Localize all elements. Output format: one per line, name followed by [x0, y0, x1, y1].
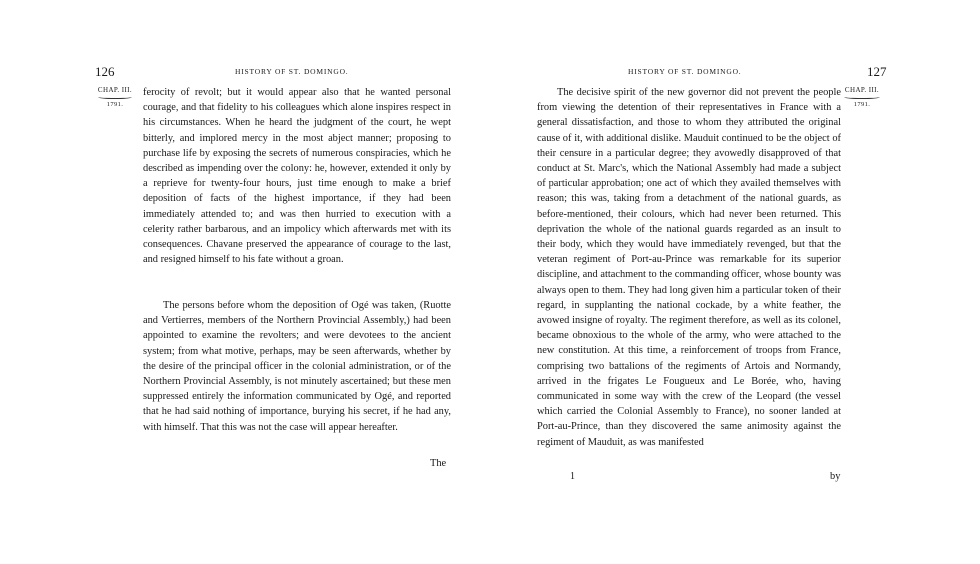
right-page: [490, 0, 980, 564]
right-page-number: 127: [867, 64, 887, 79]
left-running-head: HISTORY OF ST. DOMINGO.: [235, 67, 349, 76]
left-paragraph-2: The persons before whom the deposition of Ogé was taken, (Ruotte and Vertierres, members of the Northern Provincial Assembly,) had been appointed to examine the revolters; and were devotees to the ancient system; from what motive, perhaps, may be seen afterwards, whether by the desire of the principal officer in the colonial administration, or of the Northern Provincial Assembly, is not minutely ascertained; but these men suppressed entirely the information communicated by Ogé, and reported that he had said nothing of importance, burying his secret, if he had any, with himself. That this was not the case will appear hereafter.: [143, 300, 451, 433]
right-catchword: by: [830, 471, 841, 482]
left-catchword: The: [430, 458, 447, 469]
left-margin-brace: [98, 94, 132, 99]
left-margin-note: [96, 86, 134, 108]
right-margin-note: [842, 86, 882, 108]
signature-mark: 1: [570, 471, 575, 482]
left-page-number: 126: [95, 64, 115, 79]
right-margin-year: 1791.: [853, 101, 871, 108]
right-running-head: HISTORY OF ST. DOMINGO.: [628, 67, 742, 76]
right-paragraph-1: The decisive spirit of the new governor did not prevent the people from viewing the detention of their representatives in France with a general dissatisfaction, and those to whom they attributed the original cause of it, with additional dislike. Mauduit continued to be the object of their censure in a particular degree; they avowedly disapproved of that conduct at St. Marc's, which the National Assembly had made a subject of particular approbation; one act of which they availed themselves with reason; this was, taking from a detachment of the national guards, as before-mentioned, their colours, which had never been returned. This deprivation the whole of the national guards regarded as an insult to their body, which they would have immediately revenged, but that the veteran regiment of Port-au-Prince was remarkable for its superior discipline, and attachment to the commanding officer, whose bounty was always open to them. They had long given him a particular token of their regard, in supplanting the national cockade, by a white feather, the avowed insigne of royalty. The regiment therefore, as well as its colonel, became obnoxious to the whole of the army, who were attached to the new constitution. At this time, a reinforcement of troops from France, comprising two battalions of the regiments of Artois and Normandy, arrived in the frigates Le Fougueux and Le Borée, who, having communicated in some way with the crew of the Leopard (the vessel which carried the Colonial Assembly to France), no sooner landed at Port-au-Prince, than they discovered the same animosity against the regiment of Mauduit, as was manifested: [537, 87, 841, 448]
right-margin-brace: [844, 94, 880, 99]
left-paragraph-1: ferocity of revolt; but it would appear also that he wanted personal courage, and that fidelity to his colleagues which alone inspires respect in his circumstances. When he heard the judgment of the court, he wept bitterly, and implored mercy in the most abject manner; proposing to purchase life by exposing the secrets of numerous conspiracies, which he described as impending over the colony: he, however, extended it only by a reprieve for twenty-four hours, just time enough to make a brief deposition of facts of the highest importance, if they had been immediately attended to; and was then hurried to execution with a celerity rather barbarous, and an impolicy which afterwards met with its consequences. Chavane preserved the appearance of courage to the last, and resigned himself to his fate without a groan.: [143, 87, 451, 266]
left-margin-year: 1791.: [106, 101, 124, 108]
left-margin-chapter: CHAP. III.: [97, 86, 133, 94]
right-margin-chapter: CHAP. III.: [844, 86, 880, 94]
